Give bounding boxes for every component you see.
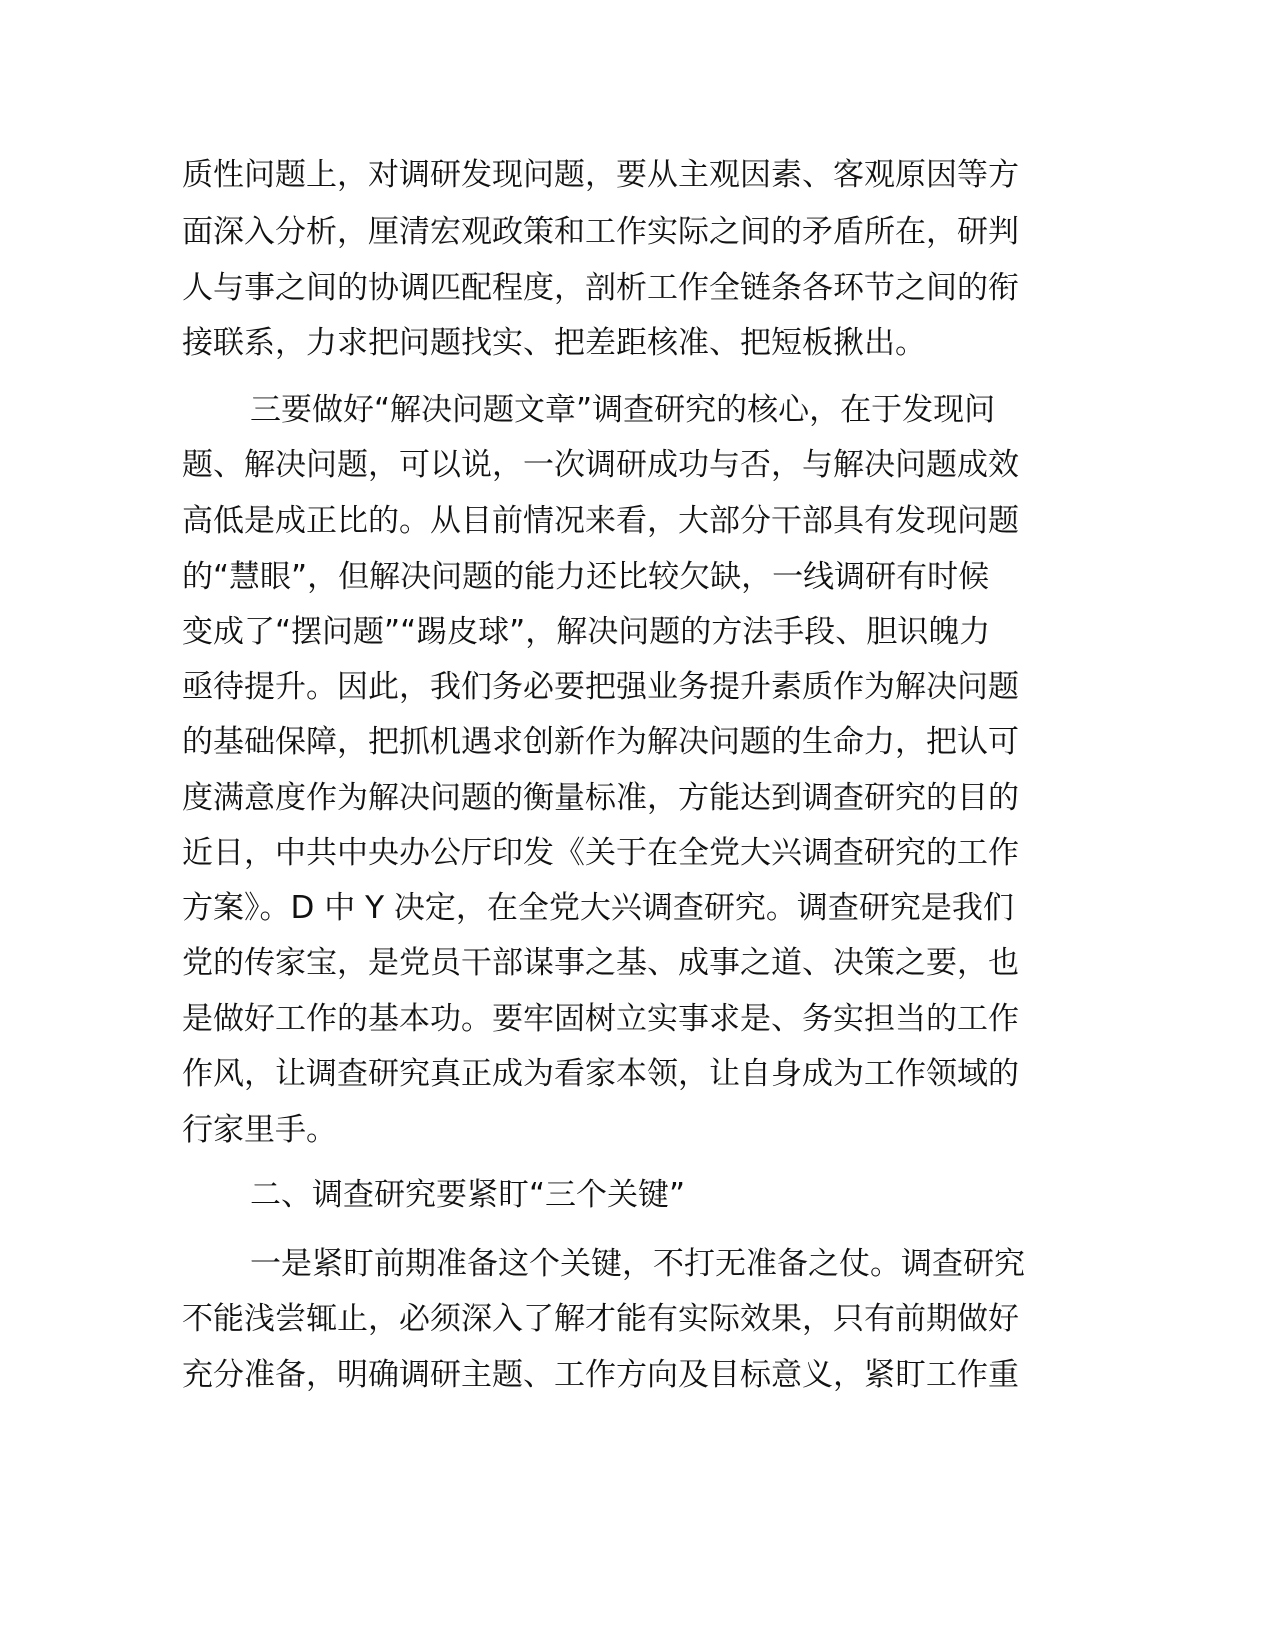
body-text-line: 人与事之间的协调匹配程度，剖析工作全链条各环节之间的衔 bbox=[182, 270, 1019, 306]
section-heading: 二、调查研究要紧盯“三个关键” bbox=[250, 1177, 686, 1213]
body-text-line: 题、解决问题，可以说，一次调研成功与否，与解决问题成效 bbox=[182, 447, 1019, 483]
body-text-line: 亟待提升。因此，我们务必要把强业务提升素质作为解决问题 bbox=[182, 669, 1019, 705]
paragraph-start-line: 三要做好“解决问题文章”调查研究的核心，在于发现问 bbox=[250, 392, 996, 428]
body-text-line: 充分准备，明确调研主题、工作方向及目标意义，紧盯工作重 bbox=[182, 1357, 1019, 1393]
body-text-line: 度满意度作为解决问题的衡量标准，方能达到调查研究的目的 bbox=[182, 780, 1019, 816]
body-text-line: 不能浅尝辄止，必须深入了解才能有实际效果，只有前期做好 bbox=[182, 1301, 1019, 1337]
body-text-line: 面深入分析，厘清宏观政策和工作实际之间的矛盾所在，研判 bbox=[182, 214, 1019, 250]
body-text-line: 作风，让调查研究真正成为看家本领，让自身成为工作领域的 bbox=[182, 1056, 1019, 1092]
paragraph-start-line: 一是紧盯前期准备这个关键，不打无准备之仗。调查研究 bbox=[250, 1246, 1025, 1282]
body-text-line: 质性问题上，对调研发现问题，要从主观因素、客观原因等方 bbox=[182, 157, 1019, 193]
body-text-line: 党的传家宝，是党员干部谋事之基、成事之道、决策之要，也 bbox=[182, 945, 1019, 981]
body-text-line: 变成了“摆问题”“踢皮球”，解决问题的方法手段、胆识魄力 bbox=[182, 614, 991, 650]
body-text-line: 接联系，力求把问题找实、把差距核准、把短板揪出。 bbox=[182, 325, 926, 361]
body-text-line: 的基础保障，把抓机遇求创新作为解决问题的生命力，把认可 bbox=[182, 724, 1019, 760]
body-text-line: 近日，中共中央办公厅印发《关于在全党大兴调查研究的工作 bbox=[182, 835, 1019, 871]
body-text-line: 方案》。D 中 Y 决定，在全党大兴调查研究。调查研究是我们 bbox=[182, 890, 1014, 926]
body-text-line: 的“慧眼”，但解决问题的能力还比较欠缺，一线调研有时候 bbox=[182, 559, 990, 595]
body-text-line: 是做好工作的基本功。要牢固树立实事求是、务实担当的工作 bbox=[182, 1001, 1019, 1037]
body-text-line: 行家里手。 bbox=[182, 1112, 337, 1148]
body-text-line: 高低是成正比的。从目前情况来看，大部分干部具有发现问题 bbox=[182, 503, 1019, 539]
